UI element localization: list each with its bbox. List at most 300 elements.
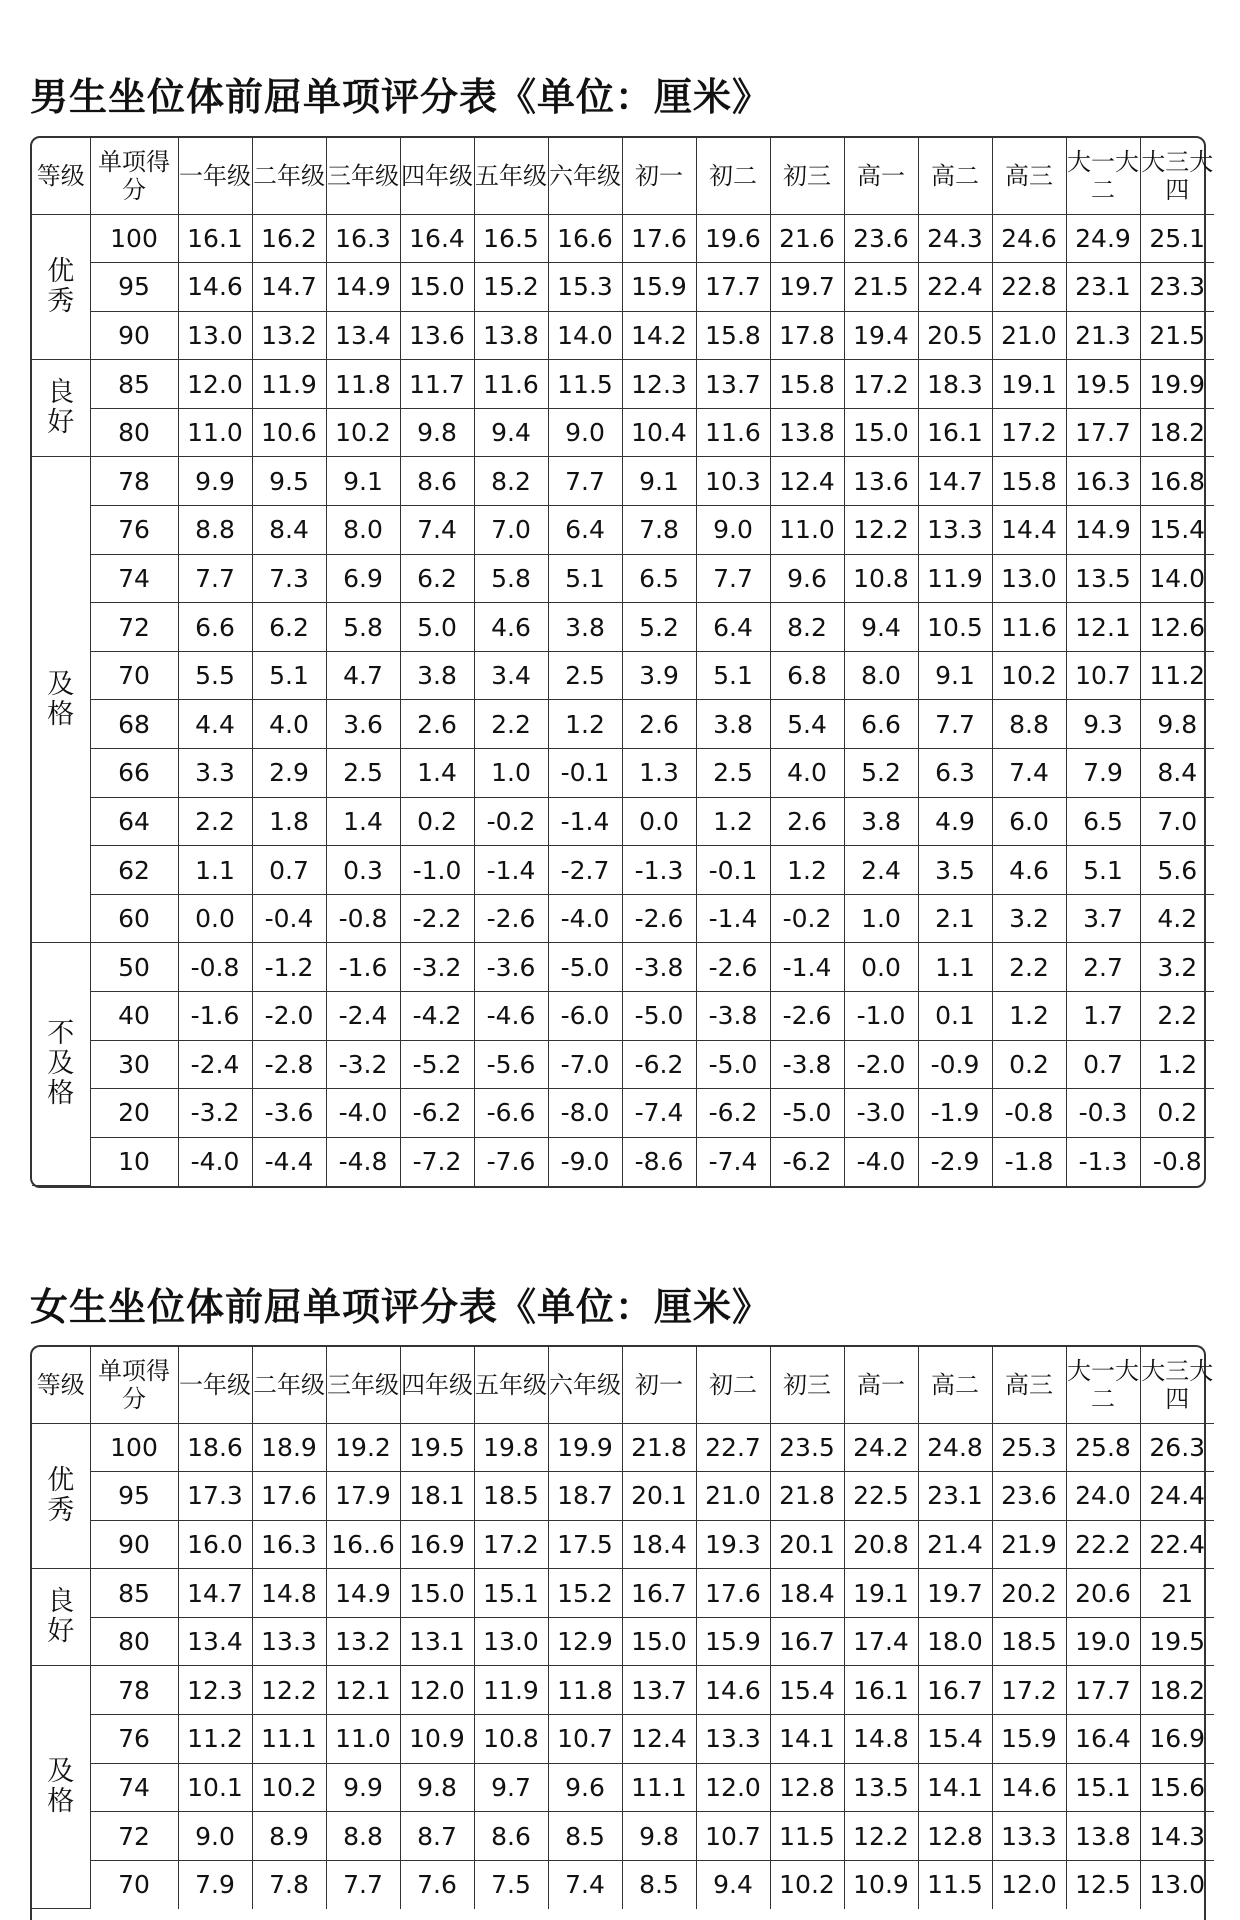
value-cell: 13.7 bbox=[622, 1666, 696, 1715]
value-cell: -4.0 bbox=[178, 1137, 252, 1186]
score-cell: 80 bbox=[90, 408, 178, 457]
value-cell: -3.6 bbox=[474, 943, 548, 992]
value-cell: 15.9 bbox=[622, 263, 696, 312]
value-cell: 24.8 bbox=[918, 1423, 992, 1472]
value-cell: 11.9 bbox=[252, 360, 326, 409]
value-cell: 3.2 bbox=[1140, 943, 1214, 992]
value-cell: 22.4 bbox=[918, 263, 992, 312]
value-cell: 1.2 bbox=[1140, 1040, 1214, 1089]
value-cell: 9.0 bbox=[696, 506, 770, 555]
value-cell: 25.8 bbox=[1066, 1423, 1140, 1472]
value-cell: 17.7 bbox=[696, 263, 770, 312]
value-cell: 15.4 bbox=[770, 1666, 844, 1715]
value-cell: 6.5 bbox=[1066, 797, 1140, 846]
value-cell: 1.4 bbox=[326, 797, 400, 846]
value-cell: 12.0 bbox=[696, 1763, 770, 1812]
value-cell: 5.2 bbox=[844, 749, 918, 798]
value-cell: 15.4 bbox=[1140, 506, 1214, 555]
value-cell: -1.9 bbox=[918, 1089, 992, 1138]
value-cell: 18.4 bbox=[770, 1569, 844, 1618]
value-cell: 12.8 bbox=[770, 1763, 844, 1812]
male-table-title: 男生坐位体前屈单项评分表《单位：厘米》 bbox=[30, 75, 772, 119]
value-cell: -0.1 bbox=[548, 749, 622, 798]
value-cell: 19.5 bbox=[400, 1423, 474, 1472]
value-cell: 9.3 bbox=[1066, 700, 1140, 749]
value-cell: 15.9 bbox=[992, 1715, 1066, 1764]
column-header: 高三 bbox=[992, 138, 1066, 214]
value-cell: 9.1 bbox=[622, 457, 696, 506]
value-cell: 12.2 bbox=[844, 506, 918, 555]
value-cell: 14.6 bbox=[992, 1763, 1066, 1812]
value-cell: 18.3 bbox=[918, 360, 992, 409]
score-cell: 72 bbox=[90, 1812, 178, 1861]
value-cell: 3.8 bbox=[400, 651, 474, 700]
value-cell: 13.0 bbox=[992, 554, 1066, 603]
value-cell: 0.2 bbox=[992, 1040, 1066, 1089]
value-cell: 20.1 bbox=[622, 1472, 696, 1521]
value-cell: 14.9 bbox=[326, 263, 400, 312]
value-cell: 9.1 bbox=[918, 651, 992, 700]
value-cell: 12.2 bbox=[844, 1812, 918, 1861]
value-cell: 11.1 bbox=[252, 1715, 326, 1764]
value-cell: 1.7 bbox=[1066, 992, 1140, 1041]
value-cell: 7.7 bbox=[326, 1860, 400, 1909]
value-cell: 10.9 bbox=[844, 1860, 918, 1909]
table-row bbox=[32, 506, 1214, 555]
level-cell: 良好 bbox=[32, 1569, 90, 1666]
column-header: 四年级 bbox=[400, 1347, 474, 1423]
value-cell: 2.5 bbox=[326, 749, 400, 798]
value-cell: 7.8 bbox=[252, 1860, 326, 1909]
column-header: 等级 bbox=[32, 1347, 90, 1423]
value-cell: 3.8 bbox=[548, 603, 622, 652]
value-cell: 8.6 bbox=[474, 1812, 548, 1861]
value-cell: 16.4 bbox=[400, 214, 474, 263]
value-cell: 7.3 bbox=[252, 554, 326, 603]
value-cell: -1.6 bbox=[178, 992, 252, 1041]
value-cell: 11.5 bbox=[770, 1812, 844, 1861]
score-cell: 80 bbox=[90, 1617, 178, 1666]
value-cell: 12.0 bbox=[400, 1666, 474, 1715]
value-cell: 17.2 bbox=[844, 360, 918, 409]
value-cell: 20.1 bbox=[770, 1520, 844, 1569]
value-cell: 0.0 bbox=[622, 797, 696, 846]
value-cell: 1.2 bbox=[696, 797, 770, 846]
table-row bbox=[32, 1089, 1214, 1138]
table-row bbox=[32, 1472, 1214, 1521]
value-cell: 17.5 bbox=[548, 1520, 622, 1569]
value-cell: 5.4 bbox=[770, 700, 844, 749]
value-cell: 25.3 bbox=[992, 1423, 1066, 1472]
value-cell: 3.6 bbox=[326, 700, 400, 749]
value-cell: 24.6 bbox=[992, 214, 1066, 263]
value-cell: 6.6 bbox=[178, 603, 252, 652]
value-cell: -7.2 bbox=[400, 1137, 474, 1186]
value-cell: -8.6 bbox=[622, 1137, 696, 1186]
value-cell: 5.1 bbox=[1066, 846, 1140, 895]
value-cell: 11.0 bbox=[770, 506, 844, 555]
column-header: 大一大二 bbox=[1066, 138, 1140, 214]
value-cell: 8.5 bbox=[548, 1812, 622, 1861]
value-cell: 16.7 bbox=[622, 1569, 696, 1618]
value-cell: -0.8 bbox=[1140, 1137, 1214, 1186]
value-cell: 16.1 bbox=[178, 214, 252, 263]
value-cell: 2.1 bbox=[918, 894, 992, 943]
value-cell: 13.3 bbox=[696, 1715, 770, 1764]
value-cell: 19.1 bbox=[844, 1569, 918, 1618]
value-cell: 11.8 bbox=[326, 360, 400, 409]
value-cell: 15.0 bbox=[844, 408, 918, 457]
value-cell: 22.7 bbox=[696, 1423, 770, 1472]
value-cell: 14.9 bbox=[326, 1569, 400, 1618]
column-header: 初一 bbox=[622, 1347, 696, 1423]
value-cell: 5.2 bbox=[622, 603, 696, 652]
score-cell: 85 bbox=[90, 1569, 178, 1618]
value-cell: 9.7 bbox=[474, 1763, 548, 1812]
value-cell: 14.3 bbox=[1140, 1812, 1214, 1861]
value-cell: 8.8 bbox=[326, 1812, 400, 1861]
female-table-title: 女生坐位体前屈单项评分表《单位：厘米》 bbox=[30, 1285, 772, 1329]
value-cell: 16.3 bbox=[1066, 457, 1140, 506]
value-cell: 21.5 bbox=[844, 263, 918, 312]
column-header: 初二 bbox=[696, 138, 770, 214]
value-cell: 2.5 bbox=[548, 651, 622, 700]
value-cell: 14.4 bbox=[992, 506, 1066, 555]
value-cell: 11.6 bbox=[696, 408, 770, 457]
value-cell: -2.4 bbox=[326, 992, 400, 1041]
value-cell: 9.4 bbox=[474, 408, 548, 457]
table-row bbox=[32, 943, 1214, 992]
value-cell: 12.1 bbox=[326, 1666, 400, 1715]
value-cell: 5.5 bbox=[178, 651, 252, 700]
value-cell: -3.8 bbox=[622, 943, 696, 992]
value-cell: 24.2 bbox=[844, 1423, 918, 1472]
value-cell: 19.5 bbox=[1140, 1617, 1214, 1666]
table-row bbox=[32, 992, 1214, 1041]
value-cell: 11.9 bbox=[474, 1666, 548, 1715]
value-cell: 14.6 bbox=[696, 1666, 770, 1715]
table-row bbox=[32, 846, 1214, 895]
table-row bbox=[32, 1569, 1214, 1618]
value-cell: 2.7 bbox=[1066, 943, 1140, 992]
value-cell: 13.2 bbox=[326, 1617, 400, 1666]
value-cell: 8.8 bbox=[992, 700, 1066, 749]
value-cell: 11.1 bbox=[622, 1763, 696, 1812]
column-header: 初二 bbox=[696, 1347, 770, 1423]
table-row bbox=[32, 1423, 1214, 1472]
value-cell: 16.7 bbox=[770, 1617, 844, 1666]
value-cell: 18.2 bbox=[1140, 1666, 1214, 1715]
value-cell: 19.9 bbox=[548, 1423, 622, 1472]
value-cell: 7.7 bbox=[696, 554, 770, 603]
value-cell: 11.5 bbox=[918, 1860, 992, 1909]
value-cell: 11.2 bbox=[178, 1715, 252, 1764]
value-cell: 3.9 bbox=[622, 651, 696, 700]
value-cell: -1.2 bbox=[252, 943, 326, 992]
value-cell: 6.8 bbox=[770, 651, 844, 700]
value-cell: 11.8 bbox=[548, 1666, 622, 1715]
value-cell: 19.3 bbox=[696, 1520, 770, 1569]
value-cell: -7.0 bbox=[548, 1040, 622, 1089]
value-cell: 10.3 bbox=[696, 457, 770, 506]
value-cell: 5.1 bbox=[696, 651, 770, 700]
score-cell: 85 bbox=[90, 360, 178, 409]
value-cell: 13.1 bbox=[400, 1617, 474, 1666]
column-header: 大三大四 bbox=[1140, 1347, 1214, 1423]
value-cell: -4.8 bbox=[326, 1137, 400, 1186]
value-cell: 1.8 bbox=[252, 797, 326, 846]
value-cell: -1.6 bbox=[326, 943, 400, 992]
value-cell: 17.6 bbox=[622, 214, 696, 263]
score-cell: 50 bbox=[90, 943, 178, 992]
value-cell: -4.0 bbox=[844, 1137, 918, 1186]
value-cell: -5.0 bbox=[548, 943, 622, 992]
value-cell: 16.9 bbox=[400, 1520, 474, 1569]
value-cell: 7.0 bbox=[474, 506, 548, 555]
column-header: 六年级 bbox=[548, 138, 622, 214]
score-cell: 76 bbox=[90, 506, 178, 555]
value-cell: -5.0 bbox=[622, 992, 696, 1041]
value-cell: 23.5 bbox=[770, 1423, 844, 1472]
score-cell: 72 bbox=[90, 603, 178, 652]
value-cell: 9.4 bbox=[696, 1860, 770, 1909]
value-cell: 9.8 bbox=[1140, 700, 1214, 749]
value-cell: 0.0 bbox=[178, 894, 252, 943]
value-cell: 13.0 bbox=[474, 1617, 548, 1666]
value-cell: 21.0 bbox=[696, 1472, 770, 1521]
value-cell: 16.3 bbox=[326, 214, 400, 263]
value-cell: 11.6 bbox=[992, 603, 1066, 652]
value-cell: -1.3 bbox=[622, 846, 696, 895]
value-cell: -5.0 bbox=[770, 1089, 844, 1138]
value-cell: 19.1 bbox=[992, 360, 1066, 409]
value-cell: -6.6 bbox=[474, 1089, 548, 1138]
value-cell: 9.5 bbox=[252, 457, 326, 506]
table-row bbox=[32, 1137, 1214, 1186]
value-cell: 13.3 bbox=[918, 506, 992, 555]
score-cell: 78 bbox=[90, 1666, 178, 1715]
value-cell: 15.1 bbox=[1066, 1763, 1140, 1812]
value-cell: 22.5 bbox=[844, 1472, 918, 1521]
value-cell: -7.4 bbox=[696, 1137, 770, 1186]
column-header: 单项得分 bbox=[90, 1347, 178, 1423]
level-cell: 及格 bbox=[32, 457, 90, 943]
value-cell: 13.4 bbox=[178, 1617, 252, 1666]
value-cell: 1.4 bbox=[400, 749, 474, 798]
score-cell: 76 bbox=[90, 1715, 178, 1764]
value-cell: 3.2 bbox=[992, 894, 1066, 943]
value-cell: 2.5 bbox=[696, 749, 770, 798]
value-cell: 17.4 bbox=[844, 1617, 918, 1666]
value-cell: 21.0 bbox=[992, 311, 1066, 360]
value-cell: 7.4 bbox=[400, 506, 474, 555]
value-cell: 19.7 bbox=[918, 1569, 992, 1618]
value-cell: -3.8 bbox=[696, 992, 770, 1041]
value-cell: 16.1 bbox=[844, 1666, 918, 1715]
score-cell: 70 bbox=[90, 651, 178, 700]
value-cell: 6.4 bbox=[696, 603, 770, 652]
value-cell: 3.8 bbox=[844, 797, 918, 846]
value-cell: 22.4 bbox=[1140, 1520, 1214, 1569]
value-cell: 7.7 bbox=[548, 457, 622, 506]
value-cell: -2.0 bbox=[252, 992, 326, 1041]
value-cell: 8.2 bbox=[474, 457, 548, 506]
value-cell: 18.6 bbox=[178, 1423, 252, 1472]
column-header: 六年级 bbox=[548, 1347, 622, 1423]
value-cell: 8.2 bbox=[770, 603, 844, 652]
value-cell: 19.0 bbox=[1066, 1617, 1140, 1666]
value-cell: 2.6 bbox=[622, 700, 696, 749]
value-cell: -2.6 bbox=[696, 943, 770, 992]
value-cell: 10.2 bbox=[992, 651, 1066, 700]
value-cell: 9.9 bbox=[178, 457, 252, 506]
value-cell: 1.0 bbox=[474, 749, 548, 798]
score-cell: 90 bbox=[90, 311, 178, 360]
value-cell: 10.5 bbox=[918, 603, 992, 652]
value-cell: 23.3 bbox=[1140, 263, 1214, 312]
value-cell: -2.8 bbox=[252, 1040, 326, 1089]
value-cell: 16.0 bbox=[178, 1520, 252, 1569]
value-cell: 12.5 bbox=[1066, 1860, 1140, 1909]
score-cell: 60 bbox=[90, 894, 178, 943]
value-cell: 21 bbox=[1140, 1569, 1214, 1618]
value-cell: 20.6 bbox=[1066, 1569, 1140, 1618]
value-cell: 15.2 bbox=[474, 263, 548, 312]
value-cell: 7.5 bbox=[474, 1860, 548, 1909]
value-cell: 16.4 bbox=[1066, 1715, 1140, 1764]
score-cell: 70 bbox=[90, 1860, 178, 1909]
column-header: 五年级 bbox=[474, 1347, 548, 1423]
column-header: 高二 bbox=[918, 1347, 992, 1423]
value-cell: 1.2 bbox=[992, 992, 1066, 1041]
value-cell: 16.5 bbox=[474, 214, 548, 263]
column-header: 三年级 bbox=[326, 138, 400, 214]
value-cell: 3.3 bbox=[178, 749, 252, 798]
value-cell: 13.6 bbox=[844, 457, 918, 506]
score-cell: 90 bbox=[90, 1520, 178, 1569]
table-row bbox=[32, 1812, 1214, 1861]
column-header: 一年级 bbox=[178, 1347, 252, 1423]
value-cell: -0.2 bbox=[474, 797, 548, 846]
value-cell: 9.4 bbox=[844, 603, 918, 652]
value-cell: 17.6 bbox=[252, 1472, 326, 1521]
value-cell: -0.2 bbox=[770, 894, 844, 943]
value-cell: 7.7 bbox=[178, 554, 252, 603]
value-cell: 16.7 bbox=[918, 1666, 992, 1715]
value-cell: -2.6 bbox=[770, 992, 844, 1041]
value-cell: 6.2 bbox=[252, 603, 326, 652]
value-cell: -0.8 bbox=[326, 894, 400, 943]
value-cell: 9.6 bbox=[770, 554, 844, 603]
column-header: 大三大四 bbox=[1140, 138, 1214, 214]
value-cell: 13.6 bbox=[400, 311, 474, 360]
value-cell: 17.7 bbox=[1066, 1666, 1140, 1715]
value-cell: -5.6 bbox=[474, 1040, 548, 1089]
value-cell: 15.9 bbox=[696, 1617, 770, 1666]
value-cell: 19.4 bbox=[844, 311, 918, 360]
value-cell: 19.7 bbox=[770, 263, 844, 312]
value-cell: 1.0 bbox=[844, 894, 918, 943]
value-cell: 10.2 bbox=[326, 408, 400, 457]
value-cell: -3.8 bbox=[770, 1040, 844, 1089]
value-cell: 14.1 bbox=[918, 1763, 992, 1812]
table-row bbox=[32, 408, 1214, 457]
value-cell: 23.6 bbox=[992, 1472, 1066, 1521]
value-cell: -6.2 bbox=[400, 1089, 474, 1138]
value-cell: -1.8 bbox=[992, 1137, 1066, 1186]
value-cell: 9.8 bbox=[400, 1763, 474, 1812]
value-cell: 14.0 bbox=[548, 311, 622, 360]
value-cell: 14.8 bbox=[844, 1715, 918, 1764]
value-cell: 4.4 bbox=[178, 700, 252, 749]
value-cell: -6.2 bbox=[696, 1089, 770, 1138]
value-cell: 5.8 bbox=[474, 554, 548, 603]
value-cell: 16.1 bbox=[918, 408, 992, 457]
table-row bbox=[32, 1763, 1214, 1812]
value-cell: 17.9 bbox=[326, 1472, 400, 1521]
value-cell: 0.3 bbox=[326, 846, 400, 895]
value-cell: 8.4 bbox=[252, 506, 326, 555]
value-cell: 3.7 bbox=[1066, 894, 1140, 943]
value-cell: 3.4 bbox=[474, 651, 548, 700]
column-header: 等级 bbox=[32, 138, 90, 214]
value-cell: 21.6 bbox=[770, 214, 844, 263]
value-cell: 6.4 bbox=[548, 506, 622, 555]
value-cell: 1.2 bbox=[548, 700, 622, 749]
column-header: 五年级 bbox=[474, 138, 548, 214]
value-cell: 19.5 bbox=[1066, 360, 1140, 409]
value-cell: 4.0 bbox=[252, 700, 326, 749]
value-cell: -2.0 bbox=[844, 1040, 918, 1089]
value-cell: 12.4 bbox=[770, 457, 844, 506]
value-cell: 11.0 bbox=[178, 408, 252, 457]
value-cell: 11.9 bbox=[918, 554, 992, 603]
value-cell: 2.2 bbox=[1140, 992, 1214, 1041]
value-cell: 18.7 bbox=[548, 1472, 622, 1521]
value-cell: 11.6 bbox=[474, 360, 548, 409]
value-cell: 15.3 bbox=[548, 263, 622, 312]
value-cell: 0.0 bbox=[844, 943, 918, 992]
value-cell: 2.4 bbox=[844, 846, 918, 895]
value-cell: 9.0 bbox=[548, 408, 622, 457]
score-cell: 30 bbox=[90, 1040, 178, 1089]
value-cell: 9.8 bbox=[622, 1812, 696, 1861]
value-cell: 23.1 bbox=[918, 1472, 992, 1521]
value-cell: -0.4 bbox=[252, 894, 326, 943]
value-cell: 9.6 bbox=[548, 1763, 622, 1812]
value-cell: 14.7 bbox=[178, 1569, 252, 1618]
value-cell: 8.0 bbox=[326, 506, 400, 555]
column-header: 初三 bbox=[770, 1347, 844, 1423]
value-cell: 13.7 bbox=[696, 360, 770, 409]
score-cell: 40 bbox=[90, 992, 178, 1041]
value-cell: -1.4 bbox=[548, 797, 622, 846]
value-cell: 5.8 bbox=[326, 603, 400, 652]
value-cell: 14.2 bbox=[622, 311, 696, 360]
column-header: 初三 bbox=[770, 138, 844, 214]
value-cell: 12.1 bbox=[1066, 603, 1140, 652]
score-cell: 68 bbox=[90, 700, 178, 749]
table-row bbox=[32, 311, 1214, 360]
value-cell: -6.0 bbox=[548, 992, 622, 1041]
value-cell: 21.8 bbox=[622, 1423, 696, 1472]
value-cell: -1.4 bbox=[770, 943, 844, 992]
value-cell: 17.2 bbox=[474, 1520, 548, 1569]
value-cell: -5.0 bbox=[696, 1040, 770, 1089]
value-cell: 2.9 bbox=[252, 749, 326, 798]
value-cell: 20.8 bbox=[844, 1520, 918, 1569]
value-cell: 4.0 bbox=[770, 749, 844, 798]
